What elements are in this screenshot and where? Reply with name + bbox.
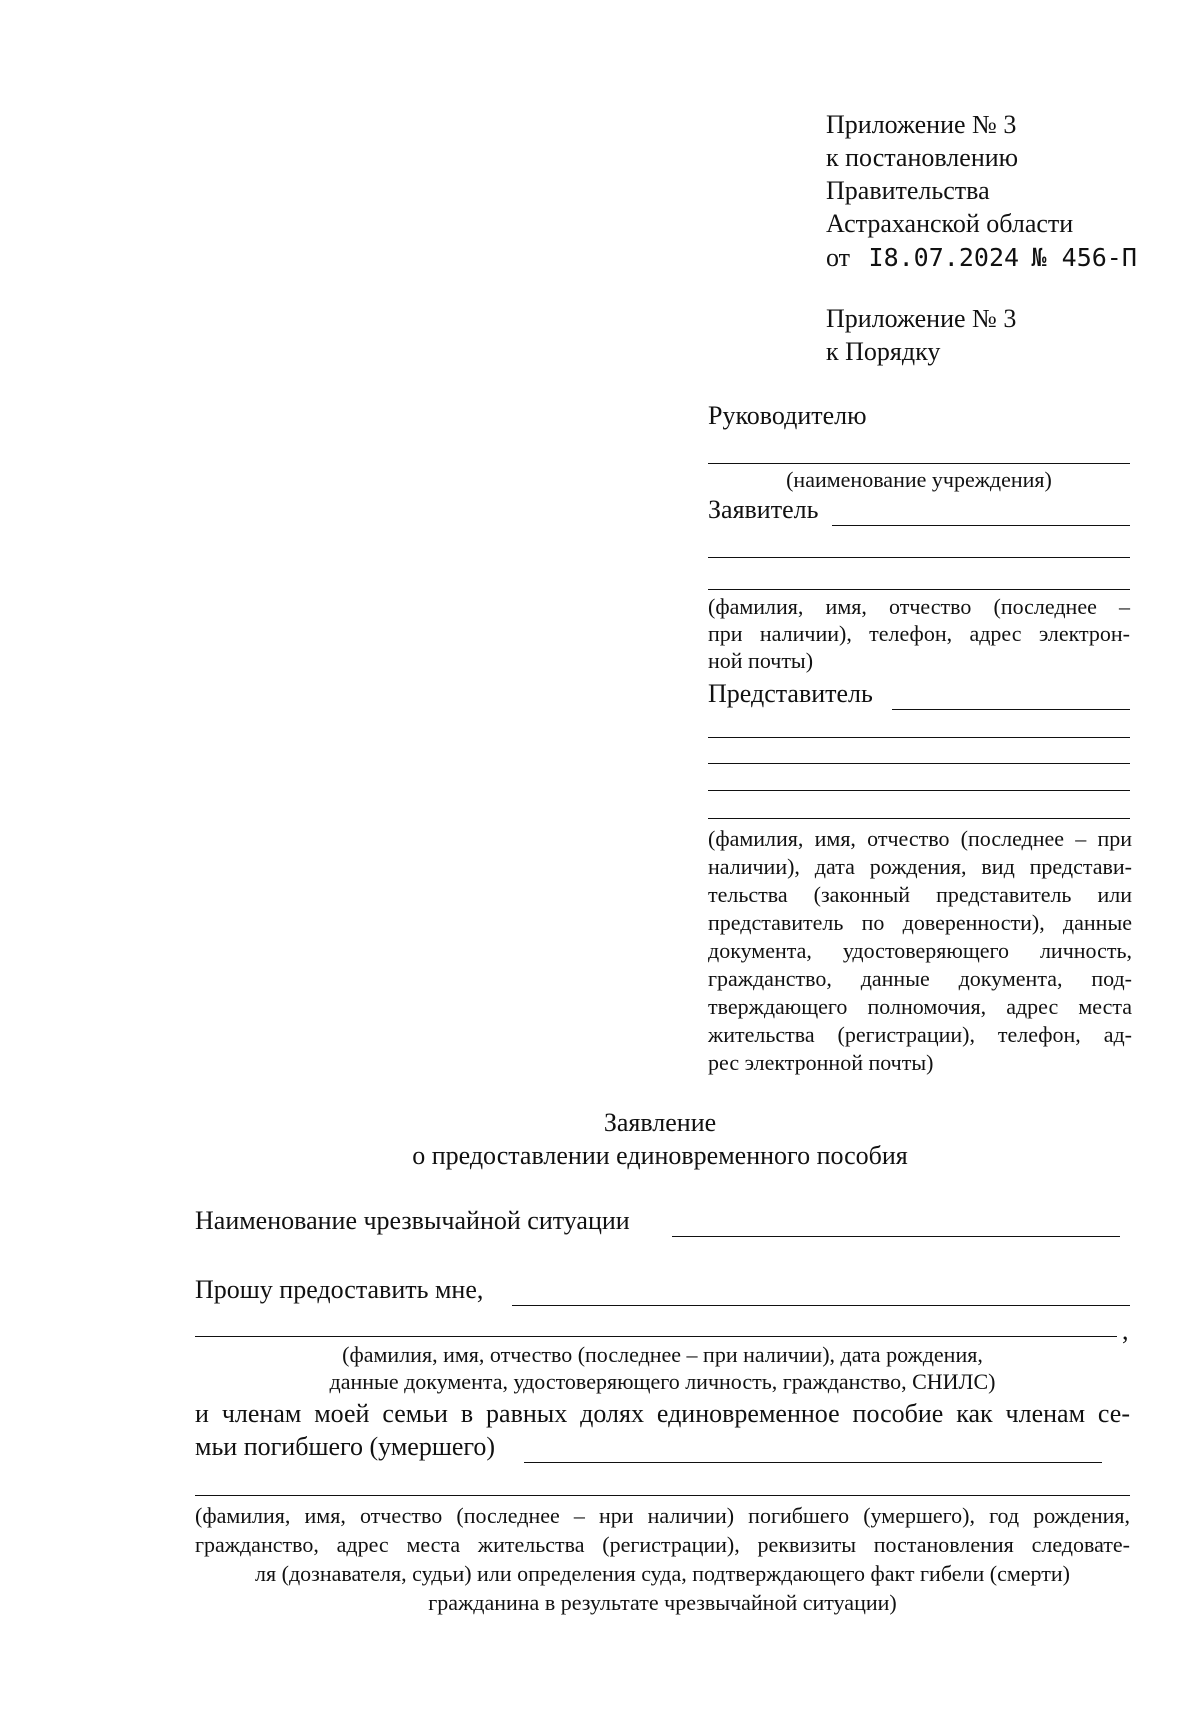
date-prefix: от (826, 243, 851, 272)
applicant-hint (708, 593, 1130, 674)
hint-line: документа, удостоверяющего личность, (708, 938, 1132, 963)
representative-label: Представитель (708, 679, 873, 708)
hint-line: гражданство, адрес места жительства (регистрации), реквизиты постановления следовате- (195, 1532, 1130, 1557)
hint-line: ной почты) (708, 648, 814, 673)
deceased-blank-line[interactable] (524, 1462, 1102, 1463)
hint-line: (фамилия, имя, отчество (последнее – при (708, 826, 1132, 851)
family-line-2: мьи погибшего (умершего) (195, 1432, 496, 1461)
request-comma: , (1122, 1316, 1129, 1345)
deceased-blank-line[interactable] (195, 1495, 1130, 1496)
hint-line: наличии), дата рождения, вид представи- (708, 854, 1132, 879)
representative-blank-line[interactable] (892, 709, 1130, 710)
applicant-blank-line[interactable] (708, 589, 1130, 590)
hint-line: тверждающего полномочия, адрес места (708, 994, 1132, 1019)
applicant-label: Заявитель (708, 495, 819, 524)
request-label: Прошу предоставить мне, (195, 1275, 484, 1304)
appendix-line: Приложение № 3 (826, 110, 1017, 139)
applicant-blank-line[interactable] (708, 557, 1130, 558)
emergency-blank-line[interactable] (672, 1236, 1120, 1237)
hint-line: при наличии), телефон, адрес электрон- (708, 621, 1130, 646)
representative-blank-line[interactable] (708, 737, 1130, 738)
hint-line: (фамилия, имя, отчество (последнее – (708, 594, 1130, 619)
representative-blank-line[interactable] (708, 818, 1130, 819)
appendix-line: Астраханской области (826, 209, 1074, 238)
deceased-hint (195, 1501, 1130, 1617)
date-value: I8.07.2024 (868, 243, 1020, 272)
hint-line: рес электронной почты) (708, 1050, 934, 1075)
statement-title: Заявление (603, 1108, 717, 1137)
date-line (826, 243, 1137, 273)
applicant-blank-line[interactable] (832, 525, 1130, 526)
order-line: к Порядку (826, 337, 941, 366)
request-blank-line[interactable] (195, 1336, 1117, 1337)
family-line-1 (195, 1399, 1130, 1429)
person-hint (195, 1341, 1130, 1395)
hint-line: (фамилия, имя, отчество (последнее – при наличии), дата рождения, (342, 1342, 983, 1367)
hint-line: ля (дознавателя, судьи) или определения суда, подтверждающего факт гибели (смерти) (255, 1561, 1070, 1586)
representative-blank-line[interactable] (708, 790, 1130, 791)
appendix-line: к постановлению (826, 143, 1019, 172)
appendix-line: Правительства (826, 176, 990, 205)
hint-line: гражданина в результате чрезвычайной ситуации) (428, 1590, 897, 1615)
hint-line: данные документа, удостоверяющего личность, гражданство, СНИЛС) (329, 1369, 996, 1394)
hint-line: представитель по доверенности), данные (708, 910, 1132, 935)
request-blank-line[interactable] (512, 1305, 1130, 1306)
addressee-to-label: Руководителю (708, 401, 867, 430)
hint-line: гражданство, данные документа, под- (708, 966, 1132, 991)
number-value: № 456-П (1031, 243, 1137, 272)
emergency-label: Наименование чрезвычайной ситуации (195, 1206, 630, 1235)
hint-line: (фамилия, имя, отчество (последнее – нри наличии) погибшего (умершего), год рождения, (195, 1503, 1130, 1528)
hint-line: тельства (законный представитель или (708, 882, 1132, 907)
order-line: Приложение № 3 (826, 304, 1017, 333)
statement-subtitle: о предоставлении единовременного пособия (412, 1141, 908, 1170)
family-text: и членам моей семьи в равных долях единовременное пособие как членам се- (195, 1399, 1130, 1428)
institution-blank-line[interactable] (708, 463, 1130, 464)
hint-line: жительства (регистрации), телефон, ад- (708, 1022, 1132, 1047)
institution-hint: (наименование учреждения) (786, 467, 1052, 492)
representative-blank-line[interactable] (708, 763, 1130, 764)
representative-hint (708, 825, 1132, 1077)
